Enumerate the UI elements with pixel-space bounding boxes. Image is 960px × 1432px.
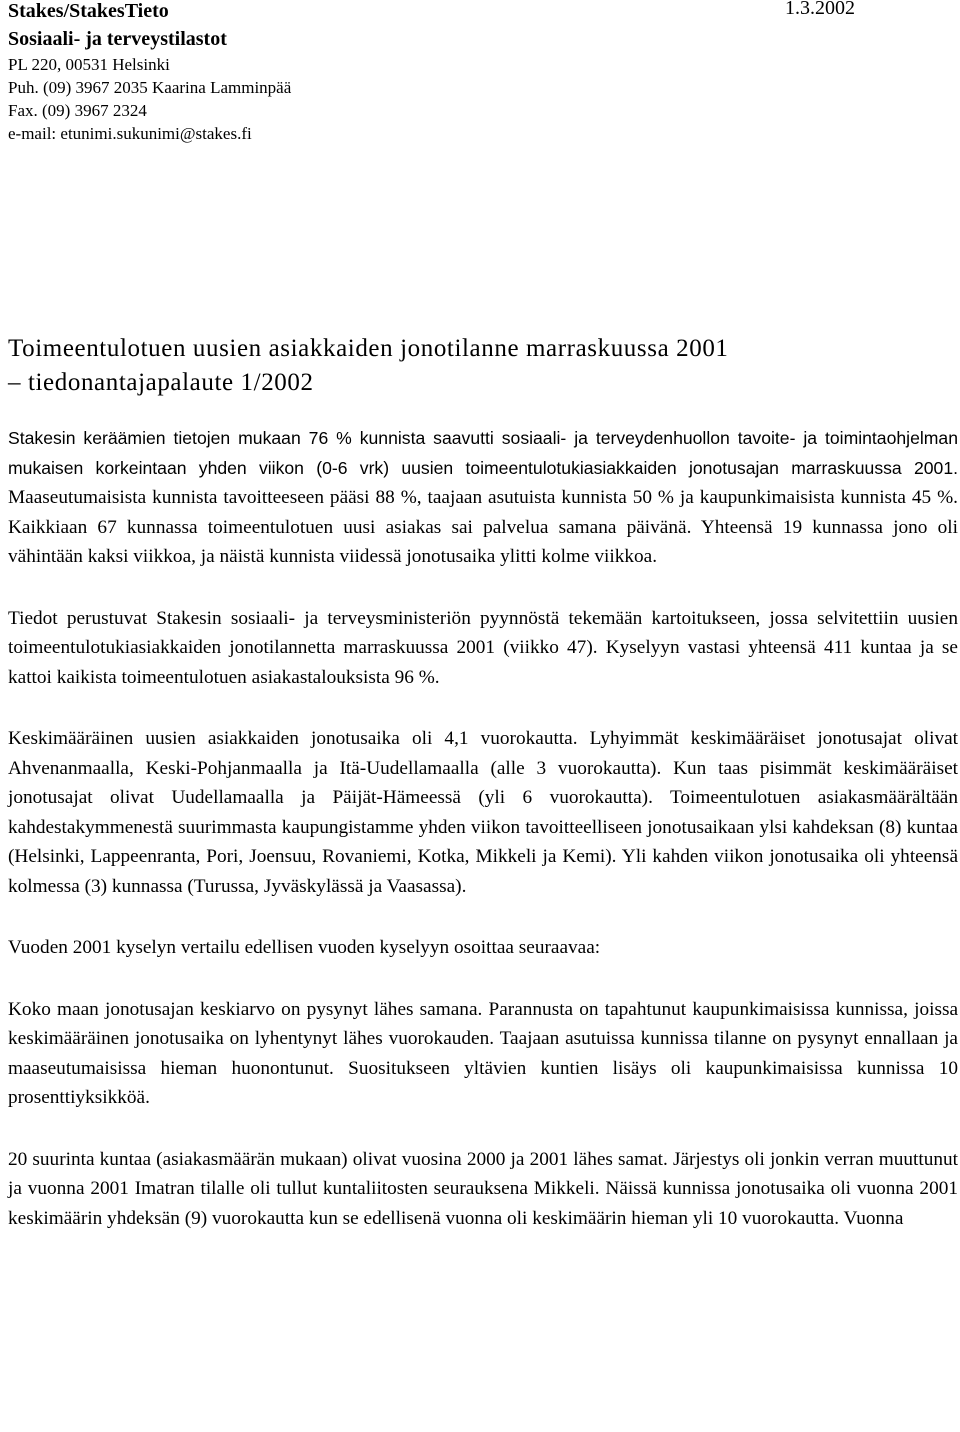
paragraph-3-sentence-2: Lyhyimmät keskimääräiset jonotusajat olivat Ahvenanmaalla, Keski-Pohjanmaalla ja Itä-Uudellamaalla (alle 3 vuorokautta). <box>8 728 958 779</box>
paragraph-5-sentence-3: Taajaan asutuissa kunnissa tilanne on pysynyt ennallaan ja maaseutumaisissa hieman huonontunut. <box>8 1028 958 1079</box>
document-title <box>8 332 958 400</box>
paragraph-1-sentence-2: Maaseutumaisista kunnista tavoitteeseen pääsi 88 %, taajaan asutuista kunnista 50 % ja kaupunkimaisista kunnista 45 %. <box>8 487 958 508</box>
paragraph-1-sentence-4: Yhteensä 19 kunnassa jono oli vähintään kaksi viikkoa, ja näistä kunnista viidessä jonotusaika ylitti kolme viikkoa. <box>8 516 958 567</box>
paragraph-5-sentence-2: Parannusta on tapahtunut kaupunkimaisissa kunnissa, joissa keskimääräinen jonotusaika on lyhentynyt lähes vuorokauden. <box>8 998 959 1049</box>
paragraph-6-sentence-2: Järjestys oli jonkin verran muuttunut ja vuonna 2001 Imatran tilalle oli tullut kuntaliitosten seurauksena Mikkeli. <box>8 1148 958 1199</box>
paragraph-2-sentence-1: Tiedot perustuvat Stakesin sosiaali- ja terveysministeriön pyynnöstä tekemään kartoitukseen, jossa selvitettiin uusien toimeentulotukiasiakkaiden jonotilannetta marraskuussa 2001 (viikko 47). <box>8 607 958 658</box>
paragraph-6-sentence-3: Näissä kunnissa jonotusaika oli vuonna 2001 keskimäärin yhdeksän (9) vuorokautta kun se edellisenä vuonna oli keskimäärin hieman yli 10 vuorokautta. Vuonna <box>8 1178 958 1229</box>
email-address: e-mail: etunimi.sukunimi@stakes.fi <box>8 124 252 143</box>
paragraph-2 <box>8 604 958 693</box>
paragraph-4: Vuoden 2001 kyselyn vertailu edellisen vuoden kyselyyn osoittaa seuraavaa: <box>8 937 601 958</box>
postal-address: PL 220, 00531 Helsinki <box>8 55 170 74</box>
paragraph-3-sentence-1: Keskimääräinen uusien asiakkaiden jonotusaika oli 4,1 vuorokautta. <box>8 728 578 749</box>
phone-number: Puh. (09) 3967 2035 Kaarina Lamminpää <box>8 78 292 97</box>
paragraph-6-sentence-1: 20 suurinta kuntaa (asiakasmäärän mukaan) olivat vuosina 2000 ja 2001 lähes samat. <box>8 1148 668 1170</box>
paragraph-5-sentence-1: Koko maan jonotusajan keskiarvo on pysynyt lähes samana. <box>8 998 483 1020</box>
paragraph-1-sentence-1: Stakesin keräämien tietojen mukaan 76 % kunnista saavutti sosiaali- ja terveydenhuollon tavoite- ja toimintaohjelman mukaisen korkeintaan yhden viikon (0-6 vrk) uusien toimeentulotukiasiakkaiden jonotusajan marraskuussa 2001. <box>8 428 958 478</box>
title-line-1: Toimeentulotuen uusien asiakkaiden jonotilanne marraskuussa 2001 <box>8 335 729 362</box>
letterhead <box>8 0 958 145</box>
document-page <box>8 0 959 1229</box>
paragraph-1 <box>8 424 958 572</box>
paragraph-3 <box>8 724 958 901</box>
organization-unit: Sosiaali- ja terveystilastot <box>8 28 227 50</box>
fax-number: Fax. (09) 3967 2324 <box>8 101 147 120</box>
paragraph-1-sentence-3: Kaikkiaan 67 kunnassa toimeentulotuen uusi asiakas sai palvelua samana päivänä. <box>8 516 692 538</box>
document-date: 1.3.2002 <box>785 0 855 19</box>
paragraph-3-sentence-4: Toimeentulotuen asiakasmäärältään kahdestakymmenestä suurimmasta kaupungistamme yhden viikon tavoitteelliseen jonotusaikaan ylsi kahdeksan (8) kuntaa (Helsinki, Lappeenranta, Pori, Joensuu, Rovaniemi, Kotka, Mikkeli ja Kemi). <box>8 787 958 867</box>
document-body <box>8 424 958 1265</box>
paragraph-3-sentence-5: Yli kahden viikon jonotusaika oli yhteensä kolmessa (3) kunnassa (Turussa, Jyväskylässä ja Vaasassa). <box>8 846 958 897</box>
organization-name: Stakes/StakesTieto <box>8 0 169 22</box>
paragraph-6 <box>8 1145 958 1234</box>
paragraph-3-sentence-3: Kun taas pisimmät keskimääräiset jonotusajat olivat Uudellamaalla ja Päijät-Hämeessä (yli 6 vuorokautta). <box>8 757 958 808</box>
paragraph-5 <box>8 995 958 1113</box>
paragraph-2-sentence-2: Kyselyyn vastasi yhteensä 411 kuntaa ja se kattoi kaikista toimeentulotuen asiakastalouksista 96 %. <box>8 637 958 688</box>
title-line-2: – tiedonantajapalaute 1/2002 <box>8 369 314 396</box>
paragraph-5-sentence-4: Suositukseen yltävien kuntien lisäys oli kaupunkimaisissa kunnissa 10 prosenttiyksikköä. <box>8 1057 959 1108</box>
